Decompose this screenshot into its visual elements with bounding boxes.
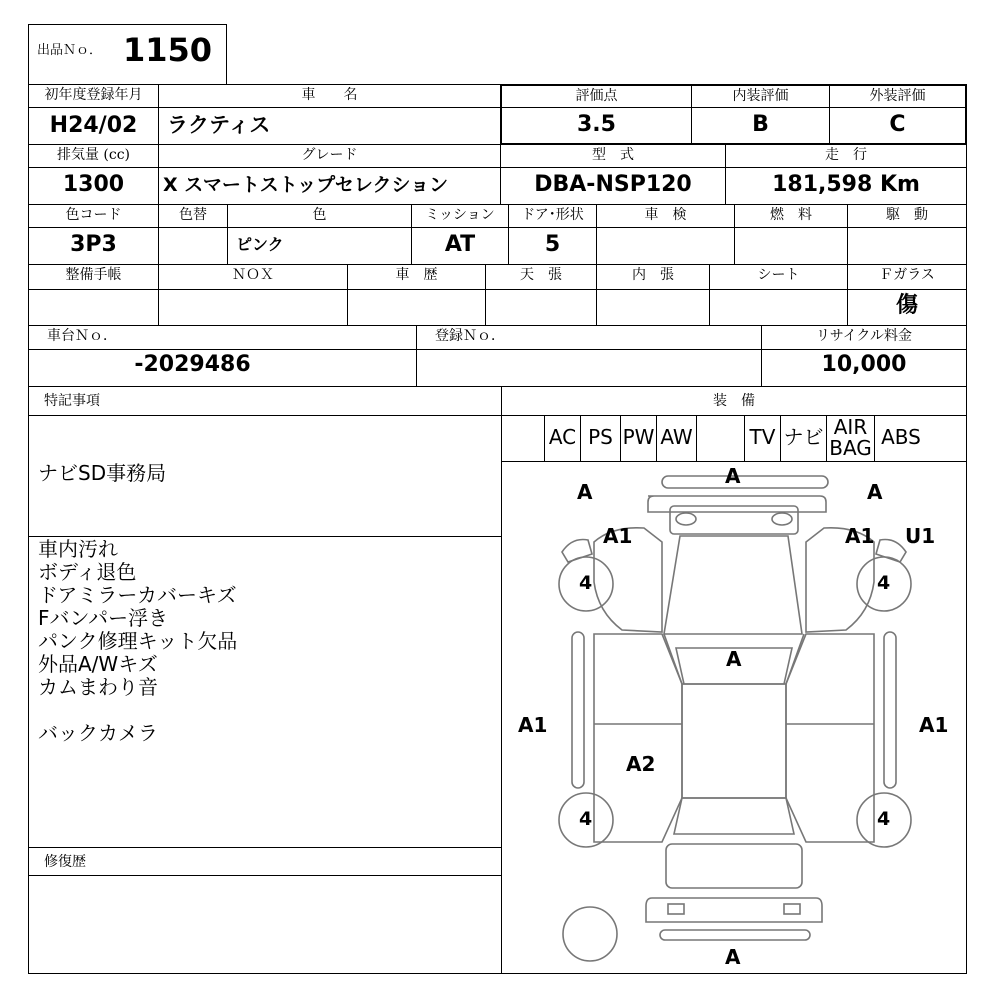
front-grille <box>648 496 826 512</box>
drive-value <box>847 227 967 265</box>
history-value <box>347 289 486 326</box>
notes-top-text: ナビSD事務局 <box>38 461 167 485</box>
mark-door: A2 <box>626 752 656 776</box>
front-emblem-left <box>676 513 696 525</box>
fuel-label: 燃 料 <box>734 204 848 228</box>
skirt-right <box>884 632 896 788</box>
reg-label: 初年度登録年月 <box>28 84 159 108</box>
seat-label: シート <box>709 264 848 290</box>
drive-label: 駆 動 <box>847 204 967 228</box>
equipment-row <box>501 415 967 462</box>
mission-value: AT <box>411 227 509 265</box>
colorcode-value: 3P3 <box>28 227 159 265</box>
equipment-label: 装 備 <box>713 393 755 409</box>
reg-value: H24/02 <box>28 107 159 145</box>
repair-divider-top <box>28 847 502 848</box>
interior-value: B <box>691 107 830 145</box>
roof-label: 天 張 <box>485 264 597 290</box>
mark-rear: A <box>725 945 741 969</box>
tailgate <box>666 844 802 888</box>
inspection-label: 車 検 <box>596 204 735 228</box>
repair-divider-bottom <box>28 875 502 876</box>
tire-front-left: 4 <box>579 572 593 594</box>
equipment-item: PS <box>581 415 621 461</box>
recolor-label: 色替 <box>158 204 228 228</box>
car-diagram <box>502 462 966 974</box>
regno-value <box>416 349 762 387</box>
notes-label: 特記事項 <box>44 393 100 409</box>
grade-value: X スマートストップセレクション <box>158 167 501 205</box>
repair-label: 修復歴 <box>44 854 86 870</box>
front-emblem-right <box>772 513 792 525</box>
spare-tire <box>563 907 617 961</box>
notes-divider-top <box>28 415 502 416</box>
equipment-item <box>697 415 745 461</box>
equipment-item: TV <box>745 415 781 461</box>
chassis-label: 車台Ｎｏ． <box>28 325 417 350</box>
model-label: 型 式 <box>500 144 726 168</box>
regno-label: 登録Ｎｏ． <box>416 325 762 350</box>
maint-value <box>28 289 159 326</box>
mark-mirror-right-extra: U1 <box>905 524 936 548</box>
exterior-value: C <box>829 107 967 145</box>
equipment-item: ナビ <box>781 415 827 461</box>
color-label: 色 <box>227 204 412 228</box>
mark-side-left: A1 <box>518 713 548 737</box>
tire-rear-right: 4 <box>877 808 891 830</box>
rear-window <box>674 798 794 834</box>
exterior-label: 外装評価 <box>829 84 967 108</box>
equipment-item <box>501 415 545 461</box>
equipment-item: ABS <box>881 425 921 449</box>
model-value: DBA-NSP120 <box>500 167 726 205</box>
glass-label: Ｆガラス <box>847 264 967 290</box>
nox-label: ＮＯＸ <box>158 264 348 290</box>
equipment-item: AIR BAG <box>827 415 875 461</box>
side-left <box>594 634 682 842</box>
rear-bumper <box>646 898 822 922</box>
lot-label: 出品Ｎｏ． <box>37 43 103 58</box>
mark-hood: A <box>726 647 742 671</box>
note-line: ドアミラーカバーキズ <box>38 583 237 607</box>
rear-lower <box>660 930 810 940</box>
mileage-value: 181,598 Km <box>725 167 967 205</box>
interior-label: 内装評価 <box>691 84 830 108</box>
name-value: ラクティス <box>158 107 501 145</box>
notes-lines <box>38 538 488 745</box>
mark-side-right: A1 <box>919 713 949 737</box>
score-value: 3.5 <box>500 107 692 145</box>
roof-value <box>485 289 597 326</box>
note-line: バックカメラ <box>38 721 158 745</box>
door-label: ドア･形状 <box>508 204 597 228</box>
score-label: 評価点 <box>500 84 692 108</box>
mark-mirror-right: A1 <box>845 524 875 548</box>
tire-rear-left: 4 <box>579 808 593 830</box>
equipment-item: AW <box>657 415 697 461</box>
colorcode-label: 色コード <box>28 204 159 228</box>
note-line: 車内汚れ <box>38 537 118 561</box>
inner-value <box>596 289 710 326</box>
nox-value <box>158 289 348 326</box>
mark-front-left: A <box>577 480 593 504</box>
displacement-value: 1300 <box>28 167 159 205</box>
recolor-value <box>158 227 228 265</box>
side-right <box>786 634 874 842</box>
tire-front-right: 4 <box>877 572 891 594</box>
color-value: ピンク <box>227 227 412 265</box>
inspection-value <box>596 227 735 265</box>
front-lower <box>670 506 798 534</box>
inner-label: 内 張 <box>596 264 710 290</box>
equipment-item: PW <box>621 415 657 461</box>
door-value: 5 <box>508 227 597 265</box>
mileage-label: 走 行 <box>725 144 967 168</box>
note-line: パンク修理キット欠品 <box>38 629 238 653</box>
displacement-label: 排気量 (cc) <box>28 144 159 168</box>
note-line: Fバンパー浮き <box>38 606 169 630</box>
note-line <box>38 699 488 722</box>
mark-mirror-left: A1 <box>603 524 633 548</box>
rear-light-left <box>668 904 684 914</box>
rear-light-right <box>784 904 800 914</box>
mark-front-top: A <box>725 464 741 488</box>
maint-label: 整備手帳 <box>28 264 159 290</box>
fuel-value <box>734 227 848 265</box>
recycle-label: リサイクル料金 <box>761 325 967 350</box>
glass-value: 傷 <box>847 289 967 326</box>
name-label: 車 名 <box>158 84 501 108</box>
equipment-item: AC <box>545 415 581 461</box>
front-bumper <box>662 476 828 488</box>
roof <box>682 684 786 798</box>
seat-value <box>709 289 848 326</box>
lot-number: 1150 <box>123 31 213 69</box>
hood <box>664 536 802 634</box>
skirt-left <box>572 632 584 788</box>
mission-label: ミッション <box>411 204 509 228</box>
chassis-value: -2029486 <box>28 349 417 387</box>
mark-front-right: A <box>867 480 883 504</box>
note-line: ボディ退色 <box>38 560 137 584</box>
lot-box <box>28 24 227 85</box>
history-label: 車 歴 <box>347 264 486 290</box>
grade-label: グレード <box>158 144 501 168</box>
note-line: カムまわり音 <box>38 675 158 699</box>
note-line: 外品A/Wキズ <box>38 652 158 676</box>
recycle-value: 10,000 <box>761 349 967 387</box>
